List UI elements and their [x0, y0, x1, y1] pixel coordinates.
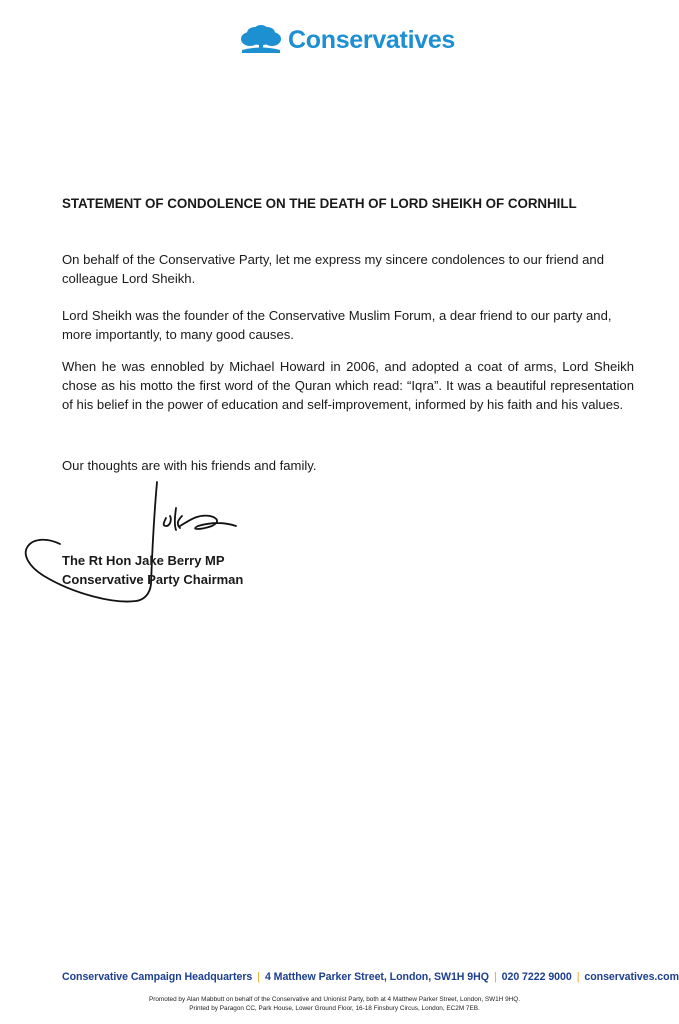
- imprint-printed-by: Printed by Paragon CC, Park House, Lower Ground Floor, 16-18 Finsbury Circus, London, EC2M 7EB.: [189, 1005, 480, 1012]
- handwritten-signature: [14, 476, 254, 616]
- paragraph-thoughts: Our thoughts are with his friends and family.: [62, 458, 317, 473]
- statement-title: STATEMENT OF CONDOLENCE ON THE DEATH OF LORD SHEIKH OF CORNHILL: [62, 196, 577, 211]
- footer-phone: 020 7222 9000: [501, 971, 572, 983]
- signatory-role: Conservative Party Chairman: [62, 572, 244, 587]
- paragraph-condolences: On behalf of the Conservative Party, let me express my sincere condolences to our friend and colleague Lord Sheikh.: [62, 252, 604, 286]
- footer-separator: |: [576, 971, 580, 983]
- logo-wordmark: Conservatives: [288, 25, 456, 54]
- conservatives-logo: [238, 22, 455, 58]
- footer-address: [62, 971, 679, 983]
- footer-separator: |: [257, 971, 260, 983]
- imprint-promoted-by: Promoted by Alan Mabbutt on behalf of the Conservative and Unionist Party, both at 4 Matthew Parker Street, London, SW1H 9HQ.: [148, 996, 521, 1003]
- footer-website: conservatives.com: [584, 971, 679, 983]
- footer-separator: |: [493, 971, 497, 983]
- footer-street: 4 Matthew Parker Street, London, SW1H 9HQ: [264, 971, 489, 983]
- paragraph-founder: Lord Sheikh was the founder of the Conservative Muslim Forum, a dear friend to our party and, more importantly, to many good causes.: [62, 308, 612, 342]
- paragraph-motto: When he was ennobled by Michael Howard in 2006, and adopted a coat of arms, Lord Sheikh chose as his motto the first word of the Quran which read: “Iqra”. It was a beautiful representation of his belief in the power of education and self-improvement, informed by his faith and his values.: [62, 359, 634, 412]
- oak-tree-icon: [238, 25, 284, 55]
- signatory-block: [62, 551, 243, 589]
- footer-hq: Conservative Campaign Headquarters: [62, 971, 253, 983]
- signatory-name: The Rt Hon Jake Berry MP: [62, 553, 225, 568]
